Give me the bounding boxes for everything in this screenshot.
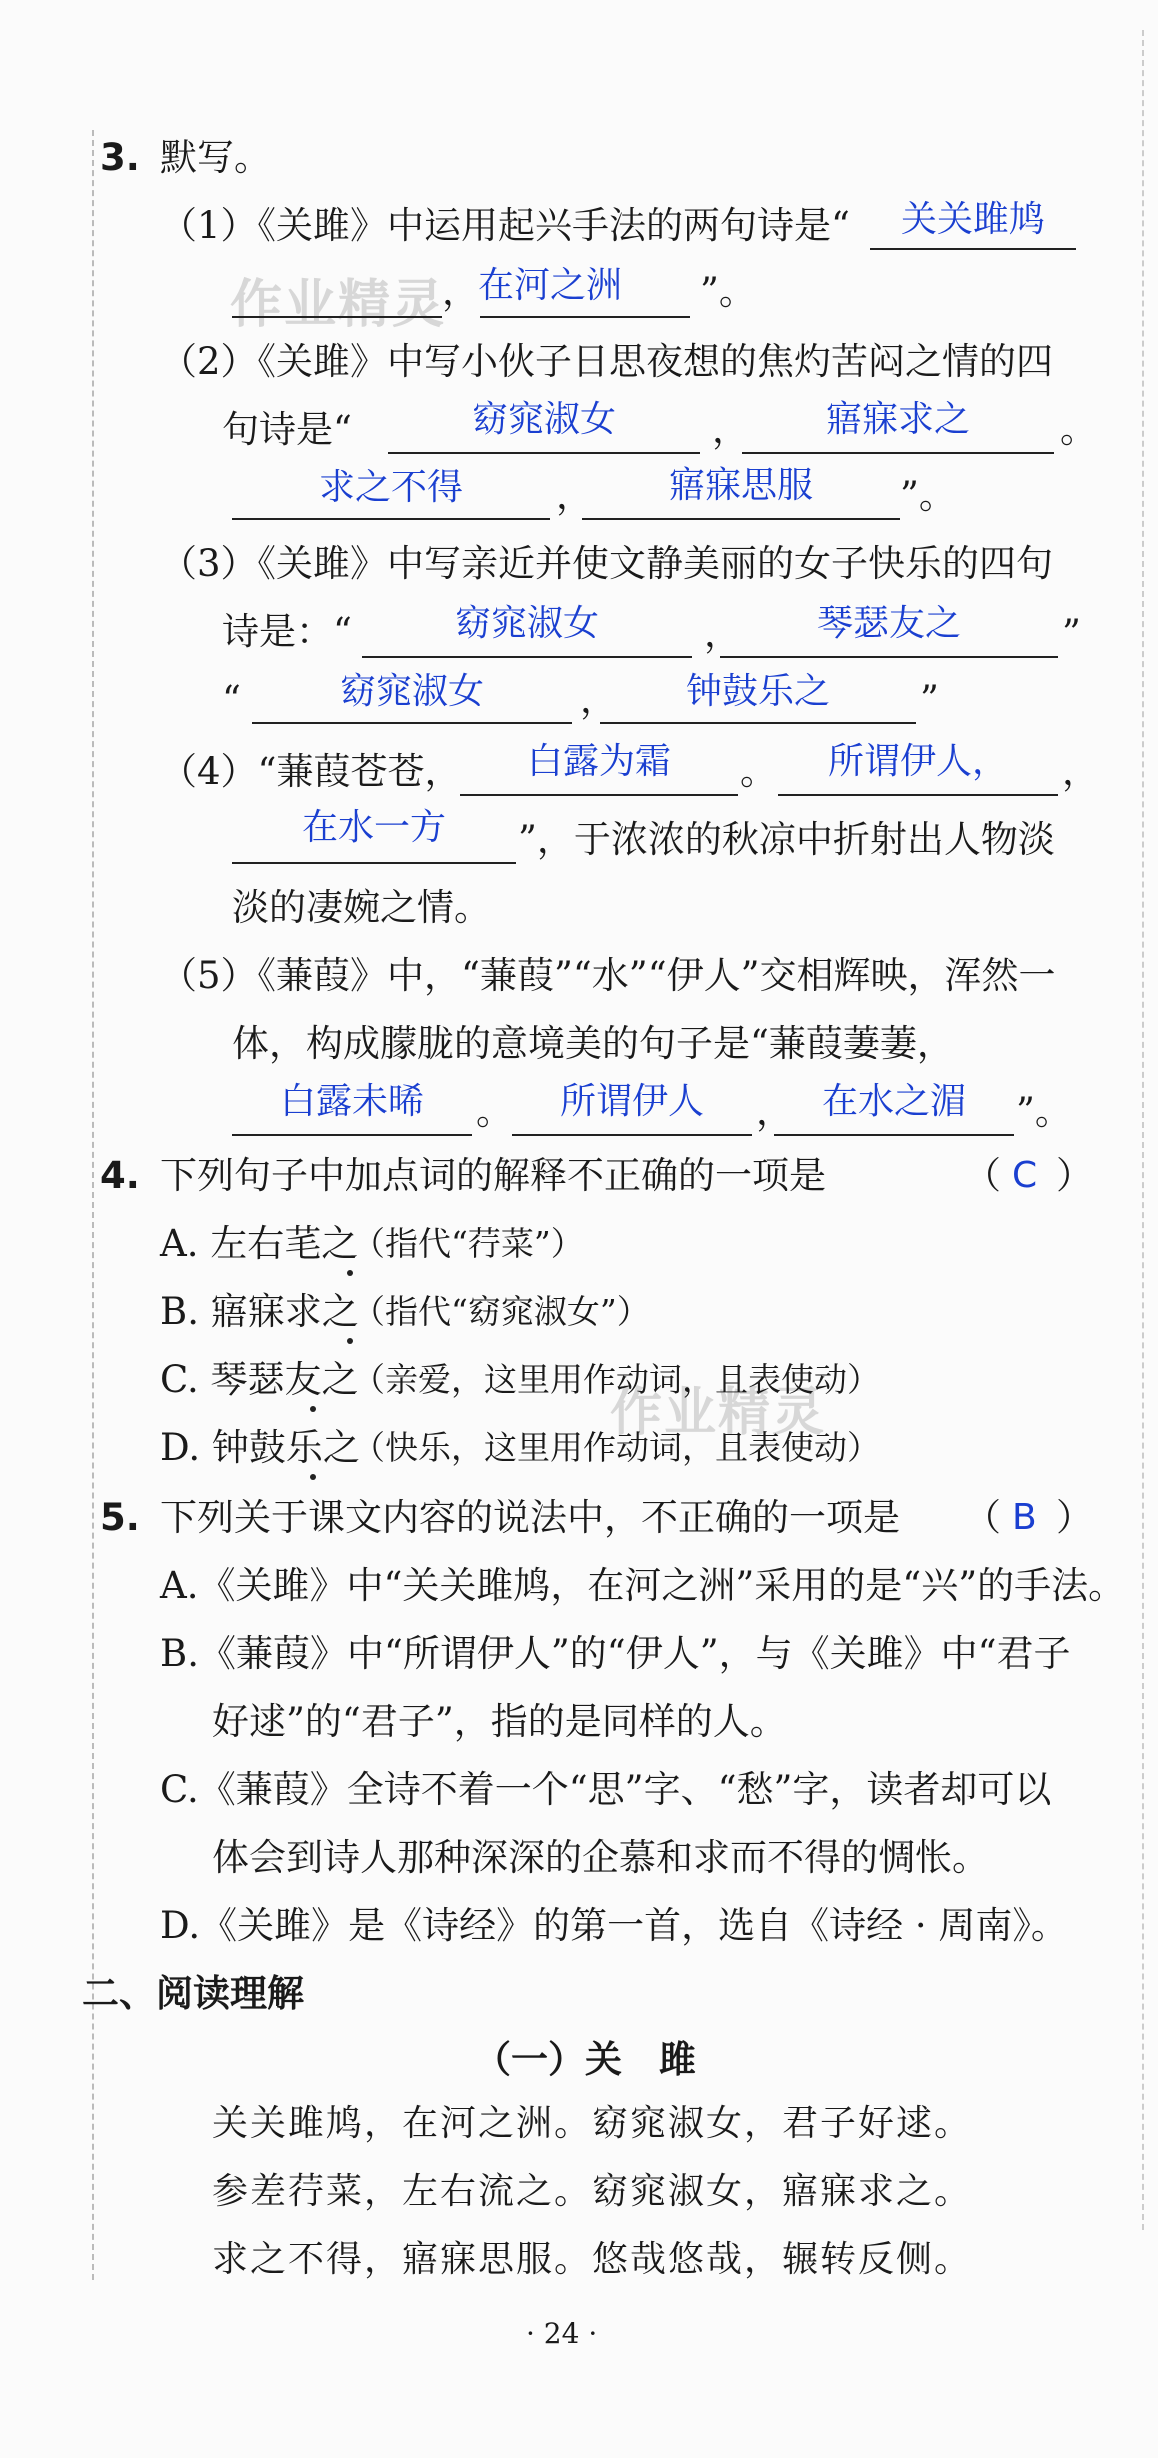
- paren-left: （: [964, 1496, 1001, 1539]
- answer-choice: B: [1012, 1497, 1037, 1538]
- item-text: ，: [1062, 750, 1099, 793]
- item-text: ，: [556, 474, 593, 517]
- paren-left: （: [964, 1154, 1001, 1197]
- option-c: C. 琴瑟友之: [160, 1358, 359, 1401]
- item-text: ，: [704, 612, 741, 655]
- item-text: “: [222, 678, 241, 721]
- item-text: 。: [740, 750, 777, 793]
- item-text: （1）《关雎》中运用起兴手法的两句诗是“: [160, 204, 850, 247]
- paren-right: ）: [1056, 1154, 1093, 1197]
- item-text: 体，构成朦胧的意境美的句子是“蒹葭萋萋，: [232, 1022, 954, 1065]
- answer-text: 在水一方: [301, 807, 446, 848]
- item-text: 句诗是“: [222, 408, 352, 451]
- item-text: ，: [756, 1090, 793, 1133]
- question-title: 默写。: [160, 136, 271, 179]
- option-a: A.《关雎》中“关关雎鸠，在河之洲”采用的是“兴”的手法。: [160, 1564, 1126, 1607]
- section-subtitle: （一）关 雎: [474, 2038, 696, 2081]
- answer-text: 窈窕淑女: [339, 671, 484, 712]
- answer-text: 求之不得: [318, 467, 463, 508]
- answer-text: 所谓伊人，: [827, 741, 1008, 782]
- option-c-cont: 体会到诗人那种深深的企慕和求而不得的惆怅。: [212, 1836, 989, 1879]
- answer-choice: C: [1012, 1155, 1038, 1196]
- emphasis-dot: [310, 1474, 316, 1480]
- watermark: 作业精灵: [230, 275, 447, 335]
- watermark: 作业精灵: [610, 1383, 827, 1443]
- item-text: （5）《蒹葭》中，“蒹葭”“水”“伊人”交相辉映，浑然一: [160, 954, 1056, 997]
- option-c-note: （亲爱，这里用作动词，且表使动）: [352, 1360, 880, 1399]
- item-text: （4）“蒹葭苍苍，: [160, 750, 462, 793]
- paren-right: ）: [1056, 1496, 1093, 1539]
- item-text: 。: [476, 1090, 513, 1133]
- option-d-note: （快乐，这里用作动词，且表使动）: [352, 1428, 880, 1467]
- question-stem: 下列关于课文内容的说法中，不正确的一项是: [160, 1496, 900, 1539]
- poem-line: 求之不得，寤寐思服。悠哉悠哉，辗转反侧。: [212, 2239, 973, 2280]
- answer-text: 寤寐思服: [668, 465, 813, 506]
- item-text: ”。: [900, 474, 956, 517]
- item-text: ，: [712, 408, 749, 451]
- answer-text: 窈窕淑女: [471, 399, 616, 440]
- question-number: 4.: [100, 1154, 140, 1197]
- answer-text: 钟鼓乐之: [685, 671, 830, 712]
- emphasis-dot: [347, 1338, 353, 1344]
- option-a-note: （指代“荇菜”）: [352, 1224, 584, 1263]
- option-b: B. 寤寐求之: [160, 1290, 359, 1333]
- margin-rule-left: [92, 130, 94, 2280]
- item-text: ，: [580, 678, 617, 721]
- answer-blank: [232, 268, 442, 318]
- poem-line: 参差荇菜，左右流之。窈窕淑女，寤寐求之。: [212, 2171, 973, 2212]
- question-stem: 下列句子中加点词的解释不正确的一项是: [160, 1154, 826, 1197]
- item-text: ”，于浓浓的秋凉中折射出人物淡: [518, 818, 1055, 861]
- page-number: · 24 ·: [526, 2317, 598, 2350]
- item-text: ”: [920, 678, 939, 721]
- question-number: 3.: [100, 136, 140, 179]
- answer-text: 在河之洲: [477, 265, 622, 306]
- option-a: A. 左右芼之: [160, 1222, 359, 1265]
- answer-text: 窈窕淑女: [454, 603, 599, 644]
- answer-text: 白露未晞: [279, 1081, 424, 1122]
- item-text: ”。: [700, 270, 756, 313]
- item-text: ”。: [1016, 1090, 1072, 1133]
- option-b-cont: 好逑”的“君子”，指的是同样的人。: [212, 1700, 787, 1743]
- item-text: （2）《关雎》中写小伙子日思夜想的焦灼苦闷之情的四: [160, 340, 1054, 383]
- item-text: 。: [1060, 408, 1097, 451]
- answer-text: 白露为霜: [526, 741, 671, 782]
- answer-text: 所谓伊人: [559, 1081, 704, 1122]
- answer-text: 关关雎鸠: [900, 199, 1045, 240]
- question-number: 5.: [100, 1496, 140, 1539]
- option-d: D. 钟鼓乐之: [160, 1426, 360, 1469]
- item-text: ”: [1062, 612, 1081, 655]
- option-c: C.《蒹葭》全诗不着一个“思”字、“愁”字，读者却可以: [160, 1768, 1052, 1811]
- emphasis-dot: [310, 1406, 316, 1412]
- item-text: （3）《关雎》中写亲近并使文静美丽的女子快乐的四句: [160, 542, 1054, 585]
- item-text: 诗是：“: [222, 610, 352, 653]
- answer-text: 寤寐求之: [825, 399, 970, 440]
- item-text: 淡的凄婉之情。: [232, 886, 491, 929]
- section-title: 二、阅读理解: [82, 1972, 304, 2015]
- option-b-note: （指代“窈窕淑女”）: [352, 1292, 650, 1331]
- poem-line: 关关雎鸠，在河之洲。窈窕淑女，君子好逑。: [212, 2103, 973, 2144]
- option-b: B.《蒹葭》中“所谓伊人”的“伊人”，与《关雎》中“君子: [160, 1632, 1071, 1675]
- answer-text: 琴瑟友之: [816, 603, 961, 644]
- emphasis-dot: [347, 1270, 353, 1276]
- option-d: D.《关雎》是《诗经》的第一首，选自《诗经 · 周南》。: [160, 1904, 1068, 1947]
- margin-rule-right: [1142, 30, 1144, 2230]
- item-text: ，: [442, 270, 479, 313]
- answer-text: 在水之湄: [821, 1081, 966, 1122]
